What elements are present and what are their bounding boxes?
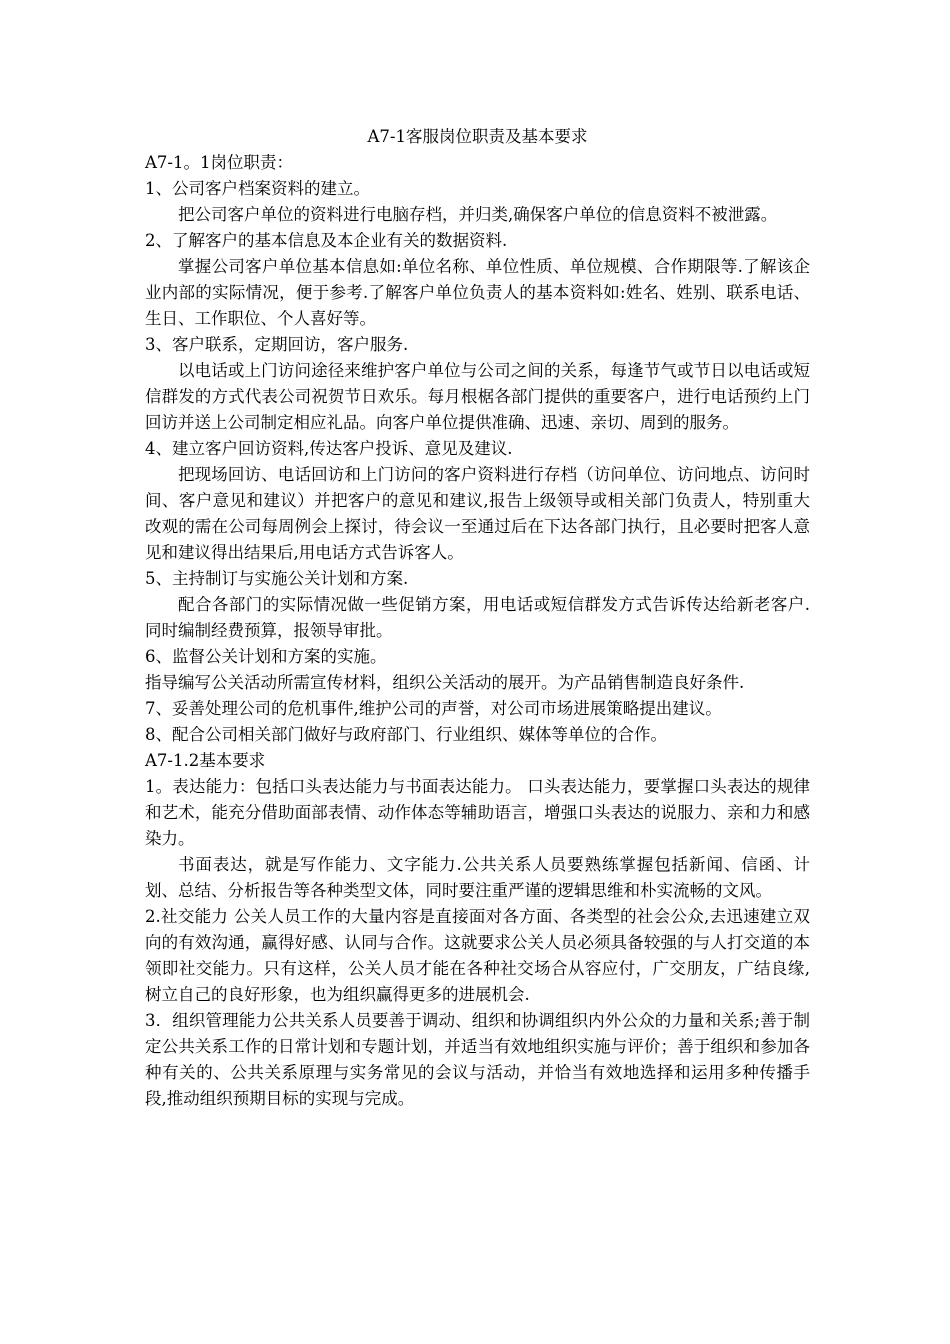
document-title: A7-1客服岗位职责及基本要求: [367, 127, 588, 146]
duty-item-8: 8、配合公司相关部门做好与政府部门、行业组织、媒体等单位的合作。: [145, 725, 667, 744]
duty-item-1-desc: 把公司客户单位的资料进行电脑存档，并归类,确保客户单位的信息资料不被泄露。: [178, 205, 778, 224]
duty-item-1: 1、公司客户档案资料的建立。: [145, 179, 370, 198]
duty-item-5: 5、主持制订与实施公关计划和方案.: [145, 569, 409, 588]
duty-item-6-desc: 指导编写公关活动所需宣传材料，组织公关活动的展开。为产品销售制造良好条件.: [145, 673, 745, 692]
requirement-3: 3．组织管理能力公共关系人员要善于调动、组织和协调组织内外公众的力量和关系;善于制定公共关系工作的日常计划和专题计划，并适当有效地组织实施与评价；善于组织和参加各种有关的、公共关系原理与实务常见的会议与活动，并恰当有效地选择和运用多种传播手段,推动组织预期目标的实现与完成。: [145, 1011, 810, 1108]
section-heading-duties: A7-1。1岗位职责：: [145, 153, 293, 172]
section-heading-requirements: A7-1.2基本要求: [145, 751, 266, 770]
duty-item-3-desc: 以电话或上门访问途径来维护客户单位与公司之间的关系，每逢节气或节日以电话或短信群发的方式代表公司祝贺节日欢乐。每月根椐各部门提供的重要客户，进行电话预约上门回访并送上公司制定相应礼品。向客户单位提供准确、迅速、亲切、周到的服务。: [145, 361, 810, 432]
requirement-1-desc: 书面表达，就是写作能力、文字能力.公共关系人员要熟练掌握包括新闻、信函、计划、总结、分析报告等各种类型文体，同时要注重严谨的逻辑思维和朴实流畅的文风。: [145, 855, 810, 900]
requirement-2: 2.社交能力 公关人员工作的大量内容是直接面对各方面、各类型的社会公众,去迅速建立双向的有效沟通，赢得好感、认同与合作。这就要求公关人员必须具备较强的与人打交道的本领即社交能力。只有这样，公关人员才能在各种社交场合从容应付，广交朋友，广结良缘,树立自己的良好形象，也为组织赢得更多的进展机会.: [145, 907, 810, 1004]
duty-item-2: 2、了解客户的基本信息及本企业有关的数据资料.: [145, 231, 508, 250]
duty-item-2-desc: 掌握公司客户单位基本信息如:单位名称、单位性质、单位规模、合作期限等.了解该企业内部的实际情况，便于参考.了解客户单位负责人的基本资料如:姓名、姓别、联系电话、生日、工作职位、个人喜好等。: [145, 257, 810, 328]
duty-item-4: 4、建立客户回访资料,传达客户投诉、意见及建议.: [145, 439, 513, 458]
duty-item-6: 6、监督公关计划和方案的实施。: [145, 647, 387, 666]
document-page: [145, 124, 810, 1112]
requirement-1: 1。表达能力：包括口头表达能力与书面表达能力。 口头表达能力，要掌握口头表达的规律和艺术，能充分借助面部表情、动作体态等辅助语言，增强口头表达的说服力、亲和力和感染力。: [145, 777, 810, 848]
duty-item-4-desc: 把现场回访、电话回访和上门访问的客户资料进行存档（访问单位、访问地点、访问时间、客户意见和建议）并把客户的意见和建议,报告上级领导或相关部门负责人，特别重大改观的需在公司每周例会上探讨，待会议一至通过后在下达各部门执行，且必要时把客人意见和建议得出结果后,用电话方式告诉客人。: [145, 465, 810, 562]
duty-item-7: 7、妥善处理公司的危机事件,维护公司的声誉，对公司市场进展策略提出建议。: [145, 699, 722, 718]
duty-item-3: 3、客户联系，定期回访，客户服务.: [145, 335, 409, 354]
duty-item-5-desc: 配合各部门的实际情况做一些促销方案，用电话或短信群发方式告诉传达给新老客户.同时编制经费预算，报领导审批。: [145, 595, 810, 640]
